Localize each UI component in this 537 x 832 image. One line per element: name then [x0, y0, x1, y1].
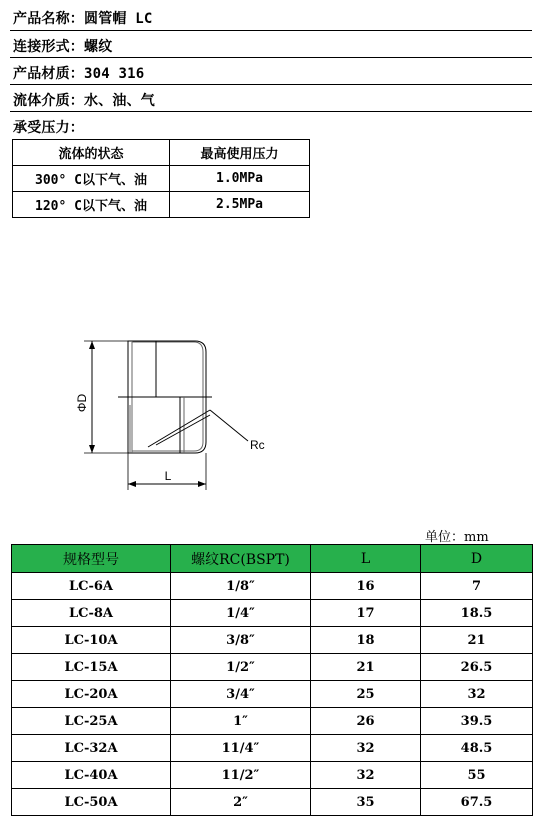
table-row	[12, 681, 533, 708]
length-cell: 17	[311, 600, 421, 627]
pressure-table	[12, 139, 310, 218]
length-cell: 35	[311, 789, 421, 816]
thread-cell: 3/4″	[171, 681, 311, 708]
unit-label: 单位：mm	[425, 530, 489, 545]
cell: 300° C以下气、油	[13, 166, 170, 192]
model-cell: LC-10A	[12, 627, 171, 654]
divider	[10, 111, 532, 112]
length-cell: 16	[311, 573, 421, 600]
product-name: 产品名称：圆管帽 LC	[13, 11, 153, 27]
model-cell: LC-15A	[12, 654, 171, 681]
pressure-table-row	[13, 166, 310, 192]
model-cell: LC-40A	[12, 762, 171, 789]
fluid-medium: 流体介质：水、油、气	[13, 93, 155, 109]
cell: 120° C以下气、油	[13, 192, 170, 218]
diameter-cell: 7	[421, 573, 533, 600]
model-cell: LC-25A	[12, 708, 171, 735]
thread-cell: 3/8″	[171, 627, 311, 654]
table-row	[12, 762, 533, 789]
length-cell: 32	[311, 735, 421, 762]
diameter-cell: 18.5	[421, 600, 533, 627]
thread-cell: 1″	[171, 708, 311, 735]
pressure-table-header	[13, 140, 310, 166]
length-cell: 26	[311, 708, 421, 735]
table-row	[12, 708, 533, 735]
length-cell: 21	[311, 654, 421, 681]
thread-cell: 11/4″	[171, 735, 311, 762]
diameter-cell: 67.5	[421, 789, 533, 816]
length-cell: 25	[311, 681, 421, 708]
divider	[10, 30, 532, 31]
header-model: 规格型号	[12, 545, 171, 573]
thread-label: Rc	[250, 438, 265, 452]
model-cell: LC-32A	[12, 735, 171, 762]
table-row	[12, 600, 533, 627]
model-cell: LC-8A	[12, 600, 171, 627]
cell: 2.5MPa	[170, 192, 310, 218]
length-cell: 32	[311, 762, 421, 789]
length-cell: 18	[311, 627, 421, 654]
table-row	[12, 573, 533, 600]
spec-table	[11, 544, 533, 816]
thread-cell: 1/4″	[171, 600, 311, 627]
model-cell: LC-50A	[12, 789, 171, 816]
connection-type: 连接形式：螺纹	[13, 39, 113, 55]
table-row	[12, 627, 533, 654]
table-row	[12, 789, 533, 816]
spec-table-header	[12, 545, 533, 573]
header-thread: 螺纹RC(BSPT)	[171, 545, 311, 573]
diameter-cell: 26.5	[421, 654, 533, 681]
model-cell: LC-6A	[12, 573, 171, 600]
diameter-cell: 39.5	[421, 708, 533, 735]
cell: 1.0MPa	[170, 166, 310, 192]
diameter-cell: 32	[421, 681, 533, 708]
diameter-cell: 48.5	[421, 735, 533, 762]
diameter-cell: 21	[421, 627, 533, 654]
pressure-title: 承受压力：	[13, 120, 84, 136]
divider	[10, 57, 532, 58]
diameter-label: ΦD	[75, 393, 89, 413]
header-cell: 流体的状态	[13, 140, 170, 166]
table-row	[12, 735, 533, 762]
header-cell: 最高使用压力	[170, 140, 310, 166]
divider	[10, 84, 532, 85]
length-label: L	[164, 469, 172, 483]
model-cell: LC-20A	[12, 681, 171, 708]
pressure-table-row	[13, 192, 310, 218]
thread-cell: 11/2″	[171, 762, 311, 789]
material: 产品材质：304 316	[13, 66, 145, 82]
table-row	[12, 654, 533, 681]
thread-cell: 2″	[171, 789, 311, 816]
header-length: L	[311, 545, 421, 573]
thread-cell: 1/8″	[171, 573, 311, 600]
thread-cell: 1/2″	[171, 654, 311, 681]
header-diameter: D	[421, 545, 533, 573]
diameter-cell: 55	[421, 762, 533, 789]
cap-technical-drawing	[0, 320, 537, 500]
